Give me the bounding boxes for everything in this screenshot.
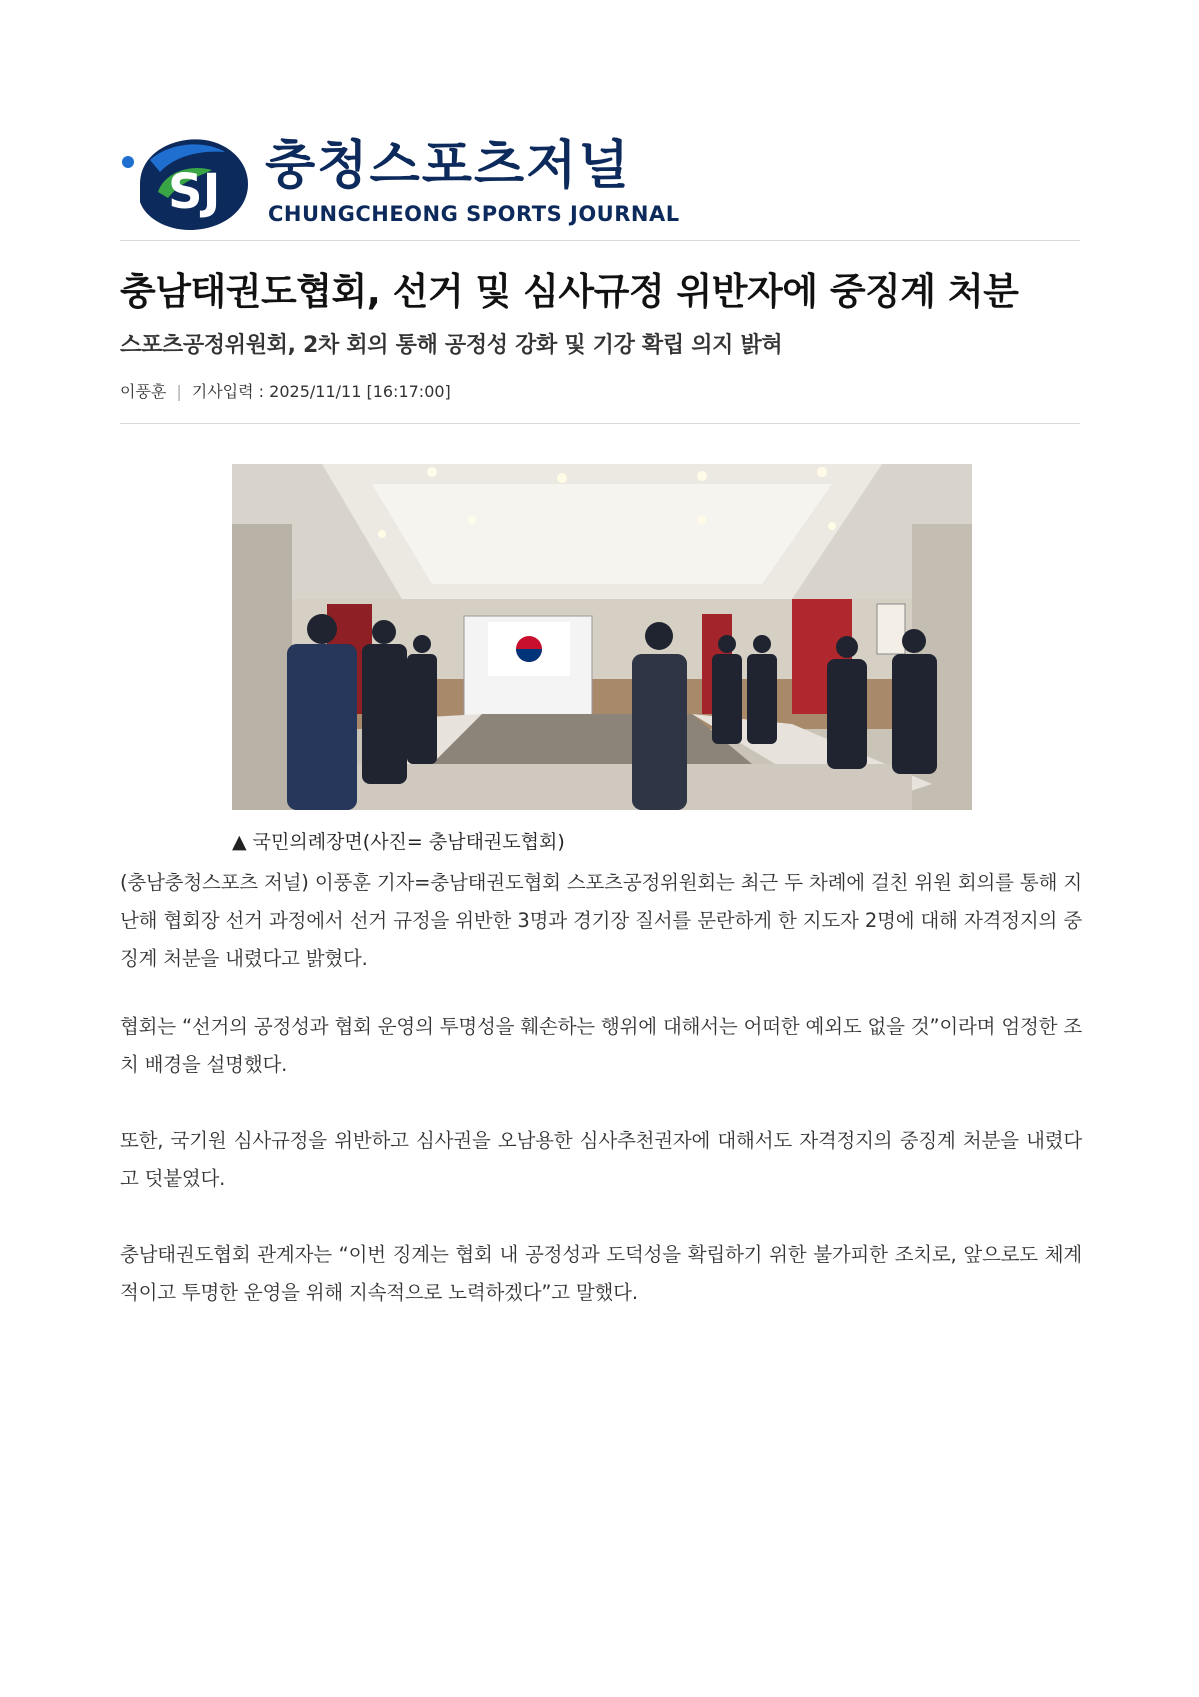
masthead [120,128,1080,238]
article-paragraph: 충남태권도협회 관계자는 “이번 징계는 협회 내 공정성과 도덕성을 확립하기 위한 불가피한 조치로, 앞으로도 체계적이고 투명한 운영을 위해 지속적으로 노력하겠다”고 말했다. [120,1243,1082,1304]
author-name[interactable]: 이풍훈 [120,382,167,401]
divider [120,240,1080,241]
article-photo [232,464,972,810]
article-paragraph: 협회는 “선거의 공정성과 협회 운영의 투명성을 훼손하는 행위에 대해서는 어떠한 예외도 없을 것”이라며 엄정한 조치 배경을 설명했다. [120,1015,1082,1076]
photo-caption: ▲ 국민의례장면(사진= 충남태권도협회) [232,831,565,853]
byline [120,380,451,404]
brand-name-en: CHUNGCHEONG SPORTS JOURNAL [268,202,680,226]
divider [120,423,1080,424]
brand-name[interactable]: 충청스포츠저널 [265,136,631,196]
article-paragraph: 또한, 국기원 심사규정을 위반하고 심사권을 오남용한 심사추천권자에 대해서도 자격정지의 중징계 처분을 내렸다고 덧붙였다. [120,1129,1083,1190]
meeting-room-photo [232,464,972,810]
byline-separator: | [176,382,182,401]
sj-logo-icon[interactable] [120,132,255,232]
article-paragraph: (충남충청스포츠 저널) 이풍훈 기자=충남태권도협회 스포츠공정위원회는 최근 두 차례에 걸친 위원 회의를 통해 지난해 협회장 선거 과정에서 선거 규정을 위반한 3명과 경기장 질서를 문란하게 한 지도자 2명에 대해 자격정지의 중징계 처분을 내렸다고 밝혔다. [120,871,1082,970]
article-headline: 충남태권도협회, 선거 및 심사규정 위반자에 중징계 처분 [120,270,1019,313]
publish-date: 기사입력 : 2025/11/11 [16:17:00] [191,382,451,401]
logo-letters: SJ [168,164,221,220]
article-subheadline: 스포츠공정위원회, 2차 회의 통해 공정성 강화 및 기강 확립 의지 밝혀 [120,333,783,358]
